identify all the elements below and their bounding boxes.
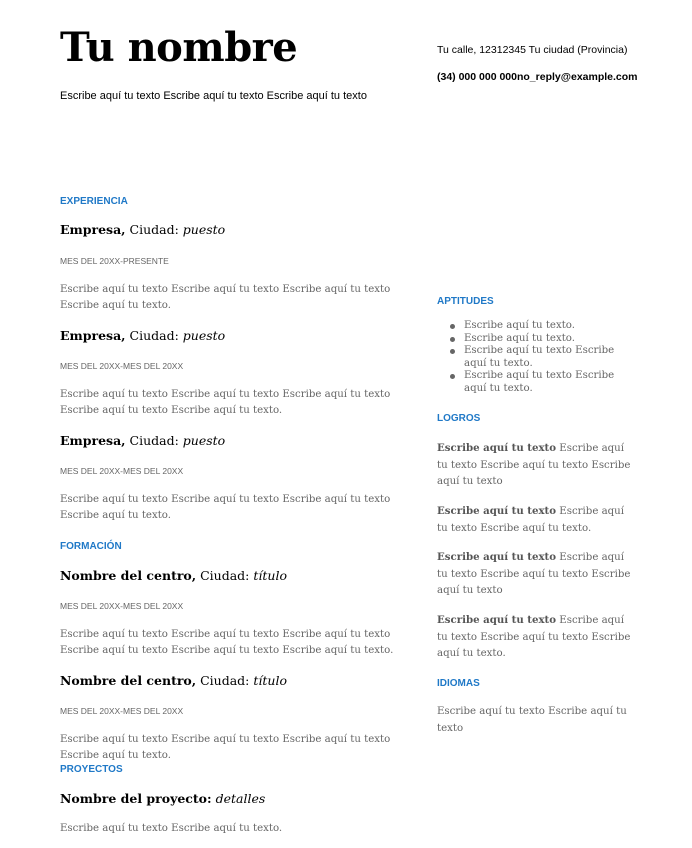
experience-org: Empresa, [60,328,126,343]
project-name: Nombre del proyecto: [60,791,212,806]
experience-org: Empresa, [60,222,126,237]
achievement-item [437,503,637,537]
education-entry-title [60,568,287,584]
education-degree: título [253,568,287,583]
education-dates: MES DEL 20XX-MES DEL 20XX [60,706,184,716]
education-org: Nombre del centro, [60,568,197,583]
experience-role: puesto [182,222,226,237]
education-degree: título [253,673,287,688]
skill-item [437,345,637,370]
education-city: Ciudad: [196,568,254,583]
skill-item [437,320,637,333]
project-entry-title [60,791,265,807]
education-description: Escribe aquí tu texto Escribe aquí tu texto Escribe aquí tu texto Escribe aquí tu texto. [60,734,391,761]
languages-text: Escribe aquí tu texto Escribe aquí tu texto [437,706,627,734]
education-city: Ciudad: [196,673,254,688]
section-title-skills: APTITUDES [437,296,494,307]
experience-dates: MES DEL 20XX-MES DEL 20XX [60,361,184,371]
bullet-icon [450,349,455,354]
achievement-text: Escribe aquí tu texto Escribe aquí tu texto Escribe aquí tu texto. [437,615,631,660]
achievement-item [437,612,637,663]
skill-text: Escribe aquí tu texto. [464,332,575,344]
achievement-highlight: Escribe aquí tu texto [437,551,557,563]
intro-text: Escribe aquí tu texto Escribe aquí tu texto Escribe aquí tu texto [60,90,367,102]
skill-item [437,333,637,346]
skill-item [437,370,637,395]
bullet-icon [450,374,455,379]
experience-city: Ciudad: [125,222,183,237]
skill-text: Escribe aquí tu texto. [464,320,575,331]
achievement-highlight: Escribe aquí tu texto [437,614,557,626]
experience-entry-title [60,328,225,344]
section-title-projects: PROYECTOS [60,764,123,775]
experience-dates: MES DEL 20XX-PRESENTE [60,256,169,266]
experience-role: puesto [182,433,226,448]
section-title-experience: EXPERIENCIA [60,196,128,207]
experience-role: puesto [182,328,226,343]
experience-city: Ciudad: [125,328,183,343]
bullet-icon [450,337,455,342]
experience-description: Escribe aquí tu texto Escribe aquí tu texto Escribe aquí tu texto Escribe aquí tu texto Escribe aquí tu texto. [60,389,391,416]
candidate-name: Tu nombre [60,24,298,71]
skill-text: Escribe aquí tu texto Escribe aquí tu texto. [464,345,615,369]
experience-description: Escribe aquí tu texto Escribe aquí tu texto Escribe aquí tu texto Escribe aquí tu texto. [60,494,391,521]
experience-org: Empresa, [60,433,126,448]
project-description: Escribe aquí tu texto Escribe aquí tu texto. [60,823,283,834]
section-title-education: FORMACIÓN [60,541,122,552]
achievement-text: Escribe aquí tu texto Escribe aquí tu texto. [437,506,625,534]
achievement-item [437,549,637,600]
experience-city: Ciudad: [125,433,183,448]
achievement-text: Escribe aquí tu texto Escribe aquí tu texto Escribe aquí tu texto [437,443,631,488]
education-dates: MES DEL 20XX-MES DEL 20XX [60,601,184,611]
skill-text: Escribe aquí tu texto Escribe aquí tu texto. [464,370,615,394]
bullet-icon [450,324,455,329]
project-details: detalles [215,791,266,806]
experience-dates: MES DEL 20XX-MES DEL 20XX [60,466,184,476]
section-title-achievements: LOGROS [437,413,481,424]
achievement-highlight: Escribe aquí tu texto [437,505,557,517]
education-entry-title [60,673,287,689]
experience-entry-title [60,222,225,238]
experience-entry-title [60,433,225,449]
education-org: Nombre del centro, [60,673,197,688]
achievement-text: Escribe aquí tu texto Escribe aquí tu texto Escribe aquí tu texto [437,552,631,597]
contact-phone-email: (34) 000 000 000no_reply@example.com [437,71,638,83]
section-title-languages: IDIOMAS [437,678,480,689]
contact-address: Tu calle, 12312345 Tu ciudad (Provincia) [437,44,628,56]
education-description: Escribe aquí tu texto Escribe aquí tu texto Escribe aquí tu texto Escribe aquí tu texto Escribe aquí tu texto Escribe aquí tu texto. [60,629,394,656]
achievement-highlight: Escribe aquí tu texto [437,442,557,454]
experience-description: Escribe aquí tu texto Escribe aquí tu texto Escribe aquí tu texto Escribe aquí tu texto. [60,284,391,311]
achievement-item [437,440,637,491]
skills-list [437,320,637,396]
